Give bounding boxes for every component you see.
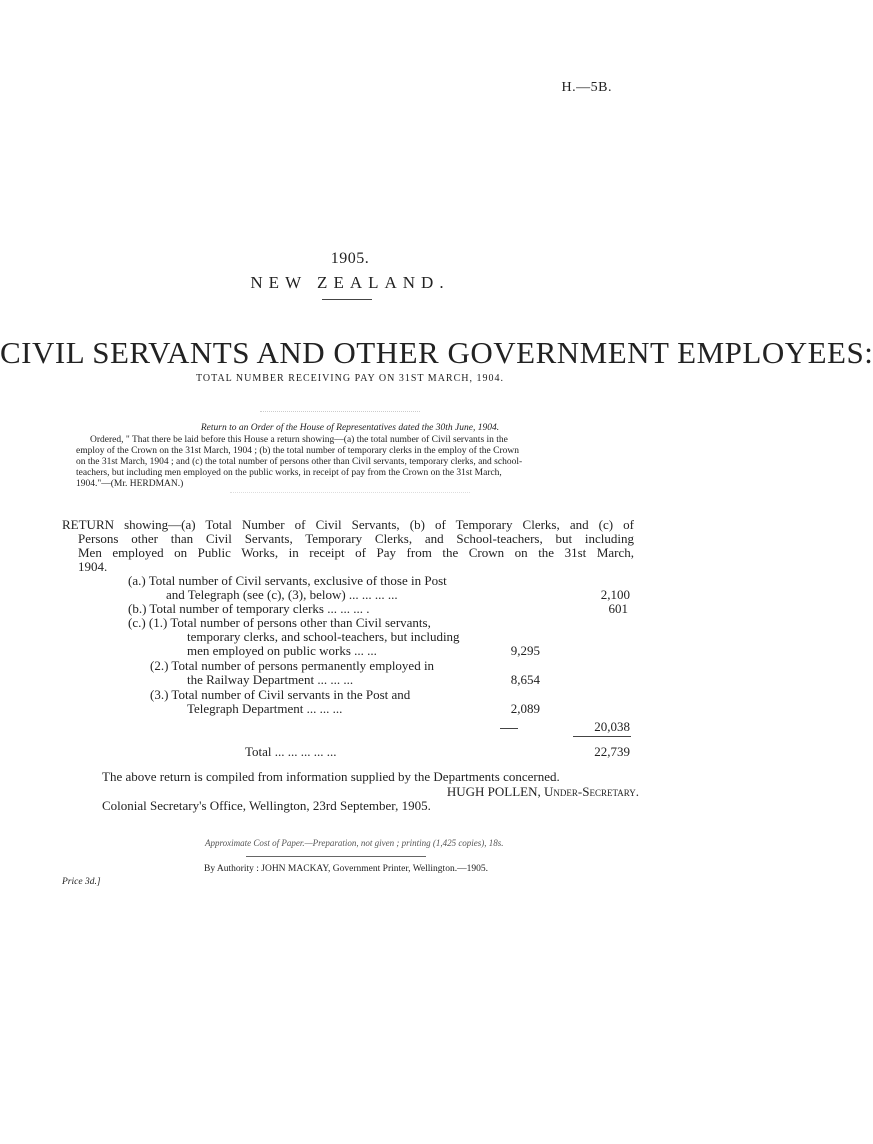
item-c-subtotal: 20,038 <box>594 719 630 734</box>
main-title: CIVIL SERVANTS AND OTHER GOVERNMENT EMPLOYEES: <box>0 335 873 370</box>
item-c3-line2: Telegraph Department ... ... ... <box>187 701 343 716</box>
order-text <box>76 435 636 490</box>
order-line: employ of the Crown on the 31st March, 1904 ; (b) the total number of temporary clerks in the employ of the Crown <box>76 446 519 456</box>
document-reference: H.—5B. <box>561 80 612 95</box>
item-c2-value: 8,654 <box>510 672 540 687</box>
section-divider <box>260 411 420 412</box>
footer-rule <box>246 856 426 857</box>
item-b-value: 601 <box>608 601 628 616</box>
subtitle: TOTAL NUMBER RECEIVING PAY ON 31ST MARCH, 1904. <box>196 373 504 384</box>
item-c2-line1: (2.) Total number of persons permanently employed in <box>150 658 435 673</box>
item-a-line2: and Telegraph (see (c), (3), below) ... ... ... ... <box>166 587 398 602</box>
item-a-line1: (a.) Total number of Civil servants, exclusive of those in Post <box>128 573 447 588</box>
item-c3-line1: (3.) Total number of Civil servants in the Post and <box>150 687 411 702</box>
order-line: 1904."—(Mr. HERDMAN.) <box>76 479 184 489</box>
cost-note: Approximate Cost of Paper.—Preparation, not given ; printing (1,425 copies), 18s. <box>205 838 504 848</box>
order-divider <box>230 492 470 493</box>
item-b-line1: (b.) Total number of temporary clerks ... ... ... . <box>128 601 370 616</box>
return-intro <box>62 518 634 574</box>
order-heading: Return to an Order of the House of Representatives dated the 30th June, 1904. <box>200 423 500 433</box>
item-c2-line2: the Railway Department ... ... ... <box>187 672 354 687</box>
office-date: Colonial Secretary's Office, Wellington, 23rd September, 1905. <box>102 798 431 813</box>
total-rule <box>573 736 631 737</box>
title-divider <box>322 299 372 300</box>
signatory: HUGH POLLEN, Under-Secretary. <box>446 784 639 799</box>
return-intro-line: RETURN showing—(a) Total Number of Civil Servants, (b) of Temporary Clerks, and (c) of <box>62 517 634 532</box>
total-label: Total ... ... ... ... ... <box>245 744 337 759</box>
item-c3-value: 2,089 <box>510 701 540 716</box>
year: 1905. <box>330 250 370 267</box>
compiled-note: The above return is compiled from information supplied by the Departments concerned. <box>102 769 560 784</box>
item-c1-line1: (c.) (1.) Total number of persons other than Civil servants, <box>128 615 431 630</box>
item-c1-value: 9,295 <box>510 643 540 658</box>
subtotal-dash <box>500 728 518 729</box>
return-intro-line: Persons other than Civil Servants, Temporary Clerks, and School-teachers, but including <box>78 531 634 546</box>
total-value: 22,739 <box>594 744 630 759</box>
item-c1-line3: men employed on public works ... ... <box>187 643 377 658</box>
return-intro-line: Men employed on Public Works, in receipt of Pay from the Crown on the 31st March, <box>78 545 634 560</box>
printer-authority: By Authority : JOHN MACKAY, Government Printer, Wellington.—1905. <box>204 864 488 874</box>
order-line: on the 31st March, 1904 ; and (c) the total number of persons other than Civil servants, temporary clerks, and school- <box>76 457 523 467</box>
item-a-value: 2,100 <box>600 587 630 602</box>
price: Price 3d.] <box>62 877 101 887</box>
country-heading: NEW ZEALAND. <box>250 273 450 292</box>
return-intro-line: 1904. <box>78 559 108 574</box>
order-line: Ordered, " That there be laid before this House a return showing—(a) the total number of Civil servants in the <box>90 435 508 445</box>
order-line: teachers, but including men employed on the public works, in receipt of pay from the Crown on the 31st March, <box>76 468 502 478</box>
item-c1-line2: temporary clerks, and school-teachers, but including <box>187 629 460 644</box>
